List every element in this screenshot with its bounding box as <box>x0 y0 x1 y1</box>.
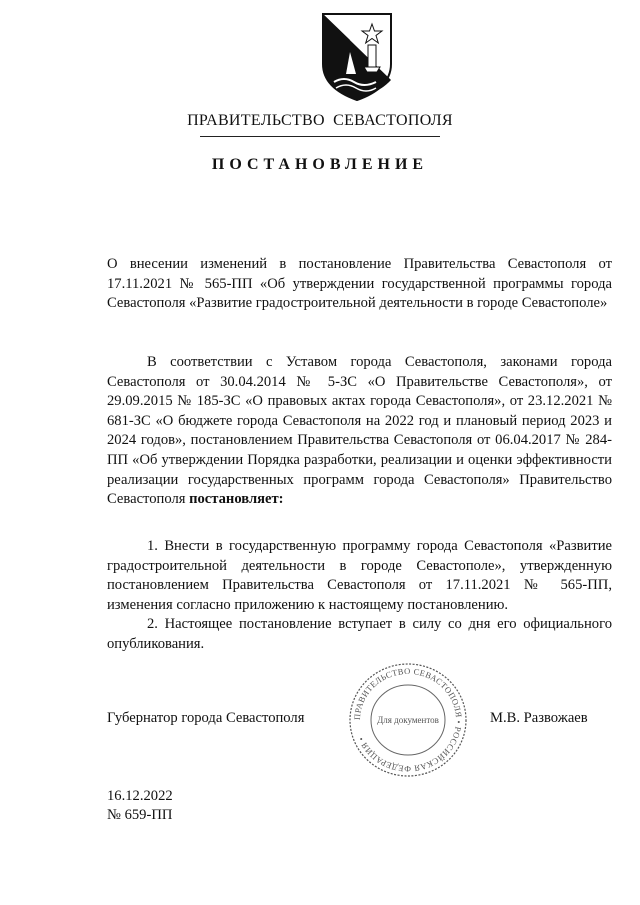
official-seal-stamp <box>344 660 472 780</box>
subject-text: О внесении изменений в постановление Правительства Севастополя от 17.11.2021 № 565-ПП «Об утверждении государственной программы города Севастополя «Развитие градостроительной деятельности в городе Севастополе» <box>107 256 612 312</box>
government-title: ПРАВИТЕЛЬСТВО СЕВАСТОПОЛЯ <box>187 112 453 129</box>
resolution-item: 2. Настоящее постановление вступает в силу со дня его официального опубликования. <box>107 616 612 652</box>
resolution-item: 1. Внести в государственную программу города Севастополя «Развитие градостроительной деятельности в городе Севастополе», утвержденную постановлением Правительства Севастополя от 17.11.2021 № 565-ПП, изменения согласно приложению к настоящему постановлению. <box>107 538 612 613</box>
resolves-keyword: постановляет: <box>189 491 284 508</box>
title-underline <box>200 136 440 137</box>
resolution-items <box>107 537 612 655</box>
signatory-position: Губернатор города Севастополя <box>107 710 305 726</box>
preamble-paragraph <box>107 353 612 510</box>
preamble-text: В соответствии с Уставом города Севастополя, законами города Севастополя от 30.04.2014 № 5-ЗС «О Правительстве Севастополя», от 29.09.2015 № 185-ЗС «О правовых актах города Севастополя», от 23.12.2021 № 681-ЗС «О бюджете города Севастополя на 2022 год и плановый период 2023 и 2024 годов», постановлением Правительства Севастополя от 06.04.2017 № 284-ПП «Об утверждении Порядка разработки, реализации и оценки эффективности реализации государственных программ города Севастополя» Правительство Севастополя <box>107 354 612 508</box>
seal-ring-text: ПРАВИТЕЛЬСТВО СЕВАСТОПОЛЯ • РОССИЙСКАЯ ФЕДЕРАЦИЯ • <box>351 665 465 775</box>
coat-of-arms-emblem <box>320 12 394 102</box>
seal-center-text: Для документов <box>377 715 439 725</box>
document-date: 16.12.2022 <box>107 788 173 804</box>
document-type-heading: ПОСТАНОВЛЕНИЕ <box>211 156 429 173</box>
preamble <box>107 353 612 510</box>
document-subject <box>107 255 612 314</box>
signatory-name: М.В. Развожаев <box>490 710 588 726</box>
document-number: № 659-ПП <box>107 807 173 823</box>
